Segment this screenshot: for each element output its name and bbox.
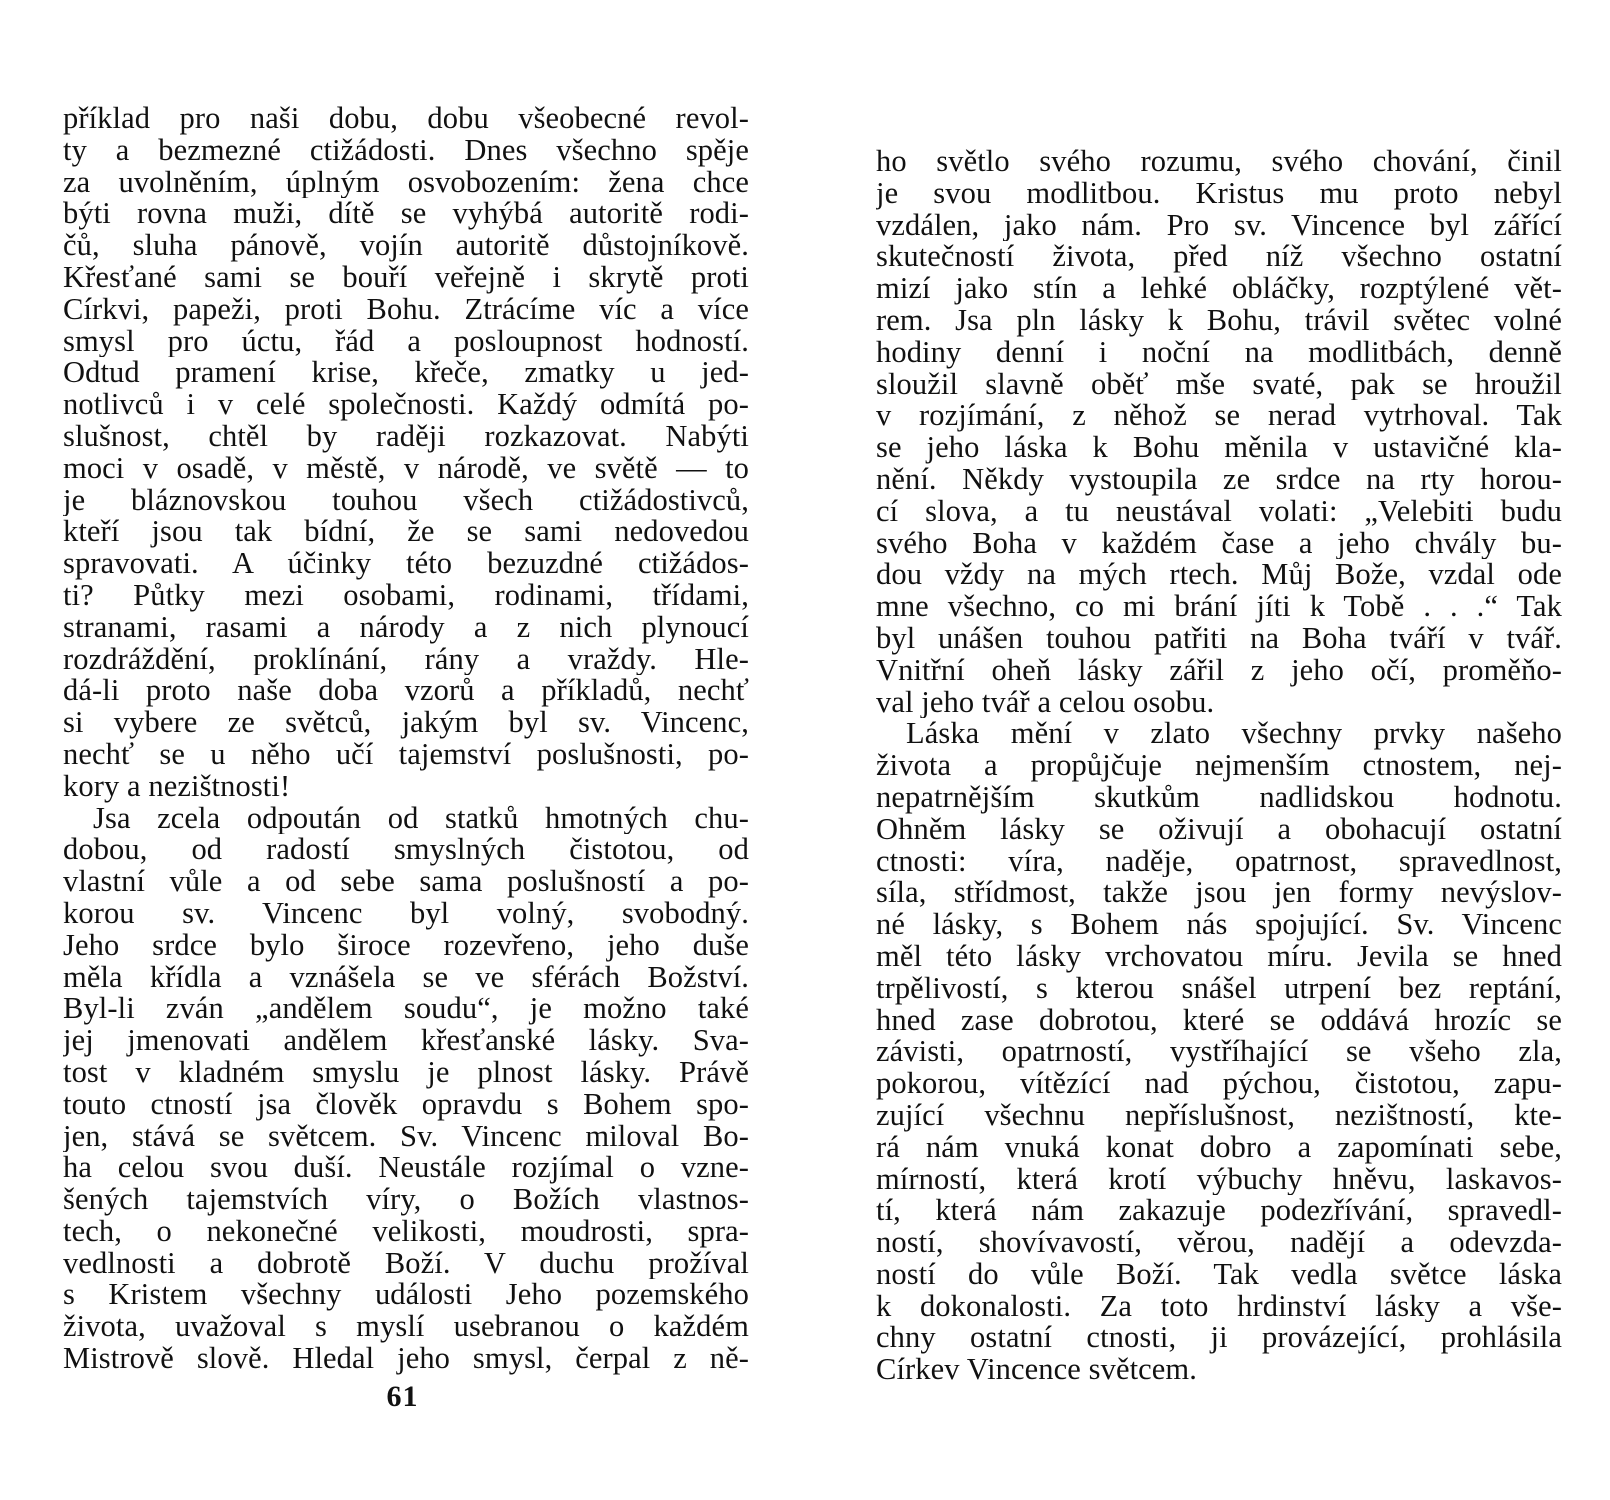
text-line: ho světlo svého rozumu, svého chování, činil	[876, 146, 1562, 178]
text-line: Odtud pramení krise, křeče, zmatky u jed-	[63, 357, 749, 390]
text-line: se jeho láska k Bohu měnila v ustavičné kla-	[876, 432, 1562, 464]
text-line: ností do vůle Boží. Tak vedla světce láska	[876, 1258, 1562, 1291]
text-line: ti? Půtky mezi osobami, rodinami, třídami,	[63, 579, 749, 612]
text-line: rá nám vnuká konat dobro a zapomínati sebe,	[876, 1131, 1562, 1164]
text-line: moci v osadě, v městě, v národě, ve světě — to	[63, 452, 749, 485]
text-line: Byl-li zván „andělem soudu“, je možno také	[63, 993, 749, 1026]
text-line: tost v kladném smyslu je plnost lásky. Právě	[63, 1056, 749, 1089]
text-line: svého Boha v každém čase a jeho chvály bu-	[876, 527, 1562, 560]
text-line: byl unášen touhou patřiti na Boha tváří v tvář.	[876, 622, 1562, 655]
text-line: spravovati. A účinky této bezuzdné ctižádos-	[63, 548, 749, 580]
text-line: dá-li proto naše doba vzorů a příkladů, nechť	[63, 675, 749, 708]
text-line: býti rovna muži, dítě se vyhýbá autoritě rodi-	[63, 198, 749, 231]
text-line: nepatrnějším skutkům nadlidskou hodnotu.	[876, 781, 1562, 814]
text-line: zující všechnu nepříslušnost, nezištností, kte-	[876, 1099, 1562, 1132]
text-line: hodiny denní i noční na modlitbách, denně	[876, 336, 1562, 369]
text-line: skutečností života, před níž všechno ostatní	[876, 241, 1562, 274]
text-line: Církvi, papeži, proti Bohu. Ztrácíme víc a více	[63, 293, 749, 326]
text-line: ty a bezmezné ctižádosti. Dnes všechno spěje	[63, 134, 749, 167]
text-line: ností, shovívavostí, věrou, nadějí a odevzda-	[876, 1227, 1562, 1259]
text-line: pokorou, vítězící nad pýchou, čistotou, zapu-	[876, 1068, 1562, 1100]
text-line: korou sv. Vincenc byl volný, svobodný.	[63, 897, 749, 930]
left-page-text	[63, 103, 749, 1375]
text-line: chny ostatní ctnosti, ji provázející, prohlásila	[876, 1322, 1562, 1355]
text-line: trpělivostí, s kterou snášel utrpení bez reptání,	[876, 972, 1562, 1005]
text-line: kteří jsou tak bídní, že se sami nedovedou	[63, 516, 749, 549]
text-line: šených tajemstvích víry, o Božích vlastnos-	[63, 1184, 749, 1216]
text-line: síla, střídmost, takže jsou jen formy nevýslov-	[876, 877, 1562, 910]
text-line: rozdráždění, proklínání, rány a vraždy. Hle-	[63, 643, 749, 676]
text-line: k dokonalosti. Za toto hrdinství lásky a vše-	[876, 1290, 1562, 1323]
text-line: kory a nezištnosti!	[63, 770, 291, 803]
page-number: 61	[386, 1380, 419, 1413]
text-line: příklad pro naši dobu, dobu všeobecné revol-	[63, 103, 749, 135]
text-line: vzdálen, jako nám. Pro sv. Vincence byl zářící	[876, 209, 1562, 242]
text-line: závisti, opatrností, vystříhající se všeho zla,	[876, 1036, 1562, 1069]
text-line: měl této lásky vrchovatou míru. Jevila se hned	[876, 940, 1562, 973]
text-line: je bláznovskou touhou všech ctižádostivců,	[63, 484, 749, 517]
text-line: Vnitřní oheň lásky zářil z jeho očí, proměňo-	[876, 654, 1562, 687]
text-line: Láska mění v zlato všechny prvky našeho	[906, 718, 1562, 751]
text-line: rem. Jsa pln lásky k Bohu, trávil světec volné	[876, 304, 1562, 337]
text-line: Jsa zcela odpoután od statků hmotných chu-	[93, 802, 749, 835]
text-line: tí, která nám zakazuje podezřívání, spravedl-	[876, 1195, 1562, 1228]
text-line: Ohněm lásky se oživují a obohacují ostatní	[876, 813, 1562, 846]
text-line: nění. Někdy vystoupila ze srdce na rty horou-	[876, 463, 1562, 496]
text-line: slušnost, chtěl by raději rozkazovat. Nabýti	[63, 420, 749, 453]
text-line: v rozjímání, z něhož se nerad vytrhoval. Tak	[876, 400, 1562, 433]
text-line: mírností, která krotí výbuchy hněvu, laskavos-	[876, 1163, 1562, 1196]
text-line: Církev Vincence světcem.	[876, 1354, 1197, 1387]
text-line: Jeho srdce bylo široce rozevřeno, jeho duše	[63, 929, 749, 962]
right-page	[805, 0, 1610, 1500]
text-line: touto ctností jsa člověk opravdu s Bohem spo-	[63, 1088, 749, 1121]
text-line: ha celou svou duší. Neustále rozjímal o vzne-	[63, 1152, 749, 1185]
text-line: sloužil slavně oběť mše svaté, pak se hroužil	[876, 368, 1562, 401]
text-line: si vybere ze světců, jakým byl sv. Vincenc,	[63, 707, 749, 739]
text-line: dou vždy na mých rtech. Můj Bože, vzdal ode	[876, 559, 1562, 592]
text-line: jej jmenovati andělem křesťanské lásky. Sva-	[63, 1025, 749, 1057]
text-line: mizí jako stín a lehké obláčky, rozptýlené vět-	[876, 273, 1562, 305]
text-line: tech, o nekonečné velikosti, moudrosti, spra-	[63, 1215, 749, 1248]
text-line: vlastní vůle a od sebe sama poslušností a po-	[63, 866, 749, 898]
text-line: hned zase dobrotou, které se oddává hrozíc se	[876, 1004, 1562, 1037]
text-line: Křesťané sami se bouří veřejně i skrytě proti	[63, 261, 749, 294]
text-line: života, uvažoval s myslí usebranou o každém	[63, 1311, 749, 1344]
text-line: Mistrově slově. Hledal jeho smysl, čerpal z ně-	[63, 1343, 749, 1375]
text-line: ctnosti: víra, naděje, opatrnost, spravedlnost,	[876, 845, 1562, 878]
text-line: za uvolněním, úplným osvobozením: žena chce	[63, 166, 749, 199]
text-line: smysl pro úctu, řád a posloupnost hodností.	[63, 325, 749, 358]
right-page-text	[876, 146, 1562, 1386]
text-line: val jeho tvář a celou osobu.	[876, 686, 1215, 719]
text-line: s Kristem všechny události Jeho pozemského	[63, 1279, 749, 1312]
text-line: né lásky, s Bohem nás spojující. Sv. Vincenc	[876, 909, 1562, 941]
text-line: mne všechno, co mi brání jíti k Tobě . . .“ Tak	[876, 591, 1562, 623]
text-line: nechť se u něho učí tajemství poslušnosti, po-	[63, 738, 749, 771]
text-line: čů, sluha pánově, vojín autoritě důstojníkově.	[63, 230, 749, 262]
text-line: notlivců i v celé společnosti. Každý odmítá po-	[63, 389, 749, 421]
text-line: života a propůjčuje nejmenším ctnostem, nej-	[876, 750, 1562, 782]
text-line: měla křídla a vznášela se ve sférách Božství.	[63, 961, 749, 994]
text-line: je svou modlitbou. Kristus mu proto nebyl	[876, 177, 1562, 210]
text-line: stranami, rasami a národy a z nich plynoucí	[63, 611, 749, 644]
text-line: cí slova, a tu neustával volati: „Velebiti budu	[876, 495, 1562, 528]
text-line: dobou, od radostí smyslných čistotou, od	[63, 834, 749, 867]
text-line: jen, stává se světcem. Sv. Vincenc miloval Bo-	[63, 1120, 749, 1153]
text-line: vedlnosti a dobrotě Boží. V duchu prožíval	[63, 1247, 749, 1280]
